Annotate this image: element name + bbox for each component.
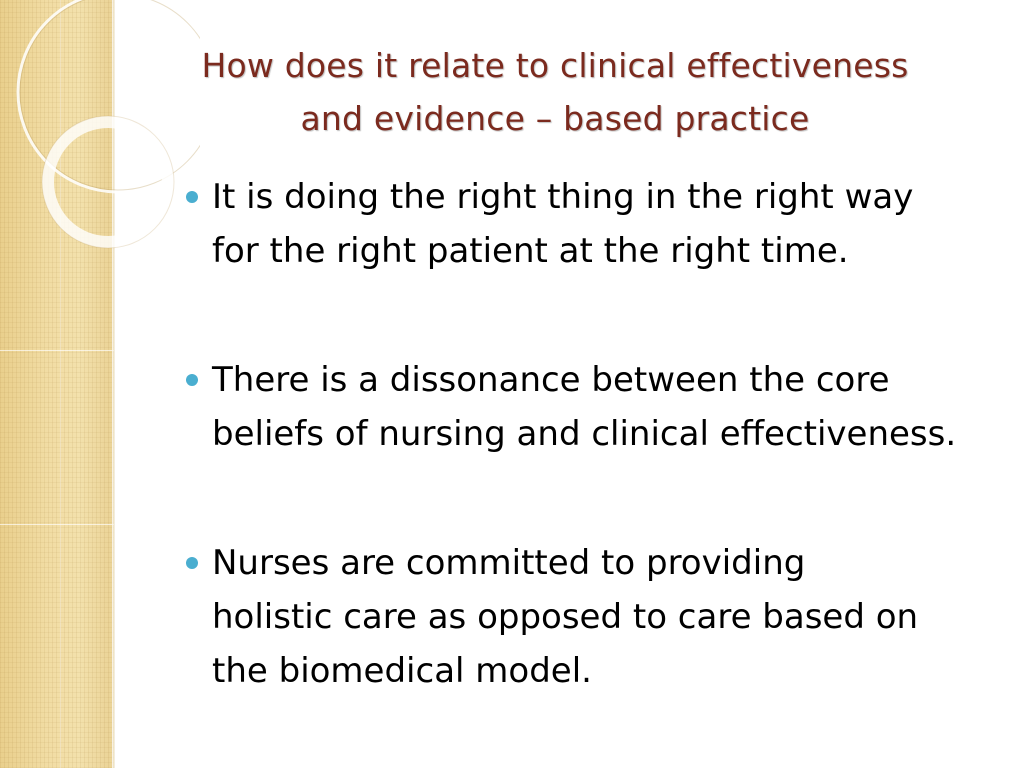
bullet-text: [212, 170, 1014, 279]
strip-divider-horizontal: [0, 350, 114, 351]
round-bullet-icon: [186, 374, 198, 386]
slide-title: [150, 40, 960, 146]
bullet-text: [212, 536, 1014, 699]
bullet-item: [184, 536, 1014, 699]
bullet-line: beliefs of nursing and clinical effectiveness.: [212, 414, 957, 455]
strip-divider-horizontal: [0, 524, 114, 525]
bullet-text: [212, 353, 1014, 462]
round-bullet-icon: [186, 557, 198, 569]
bullet-line: It is doing the right thing in the right way: [212, 177, 914, 217]
bullet-line: the biomedical model.: [212, 651, 592, 692]
title-line: and evidence – based practice: [300, 98, 810, 138]
bullet-line: holistic care as opposed to care based on: [212, 596, 919, 637]
bullet-list: [184, 170, 1014, 768]
title-line: How does it relate to clinical effectiveness: [201, 46, 909, 85]
bullet-line: Nurses are committed to providing: [212, 542, 806, 583]
round-bullet-icon: [186, 191, 198, 203]
bullet-item: [184, 170, 1014, 279]
bullet-line: There is a dissonance between the core: [212, 359, 890, 400]
bullet-item: [184, 353, 1014, 462]
bullet-line: for the right patient at the right time.: [212, 231, 849, 272]
